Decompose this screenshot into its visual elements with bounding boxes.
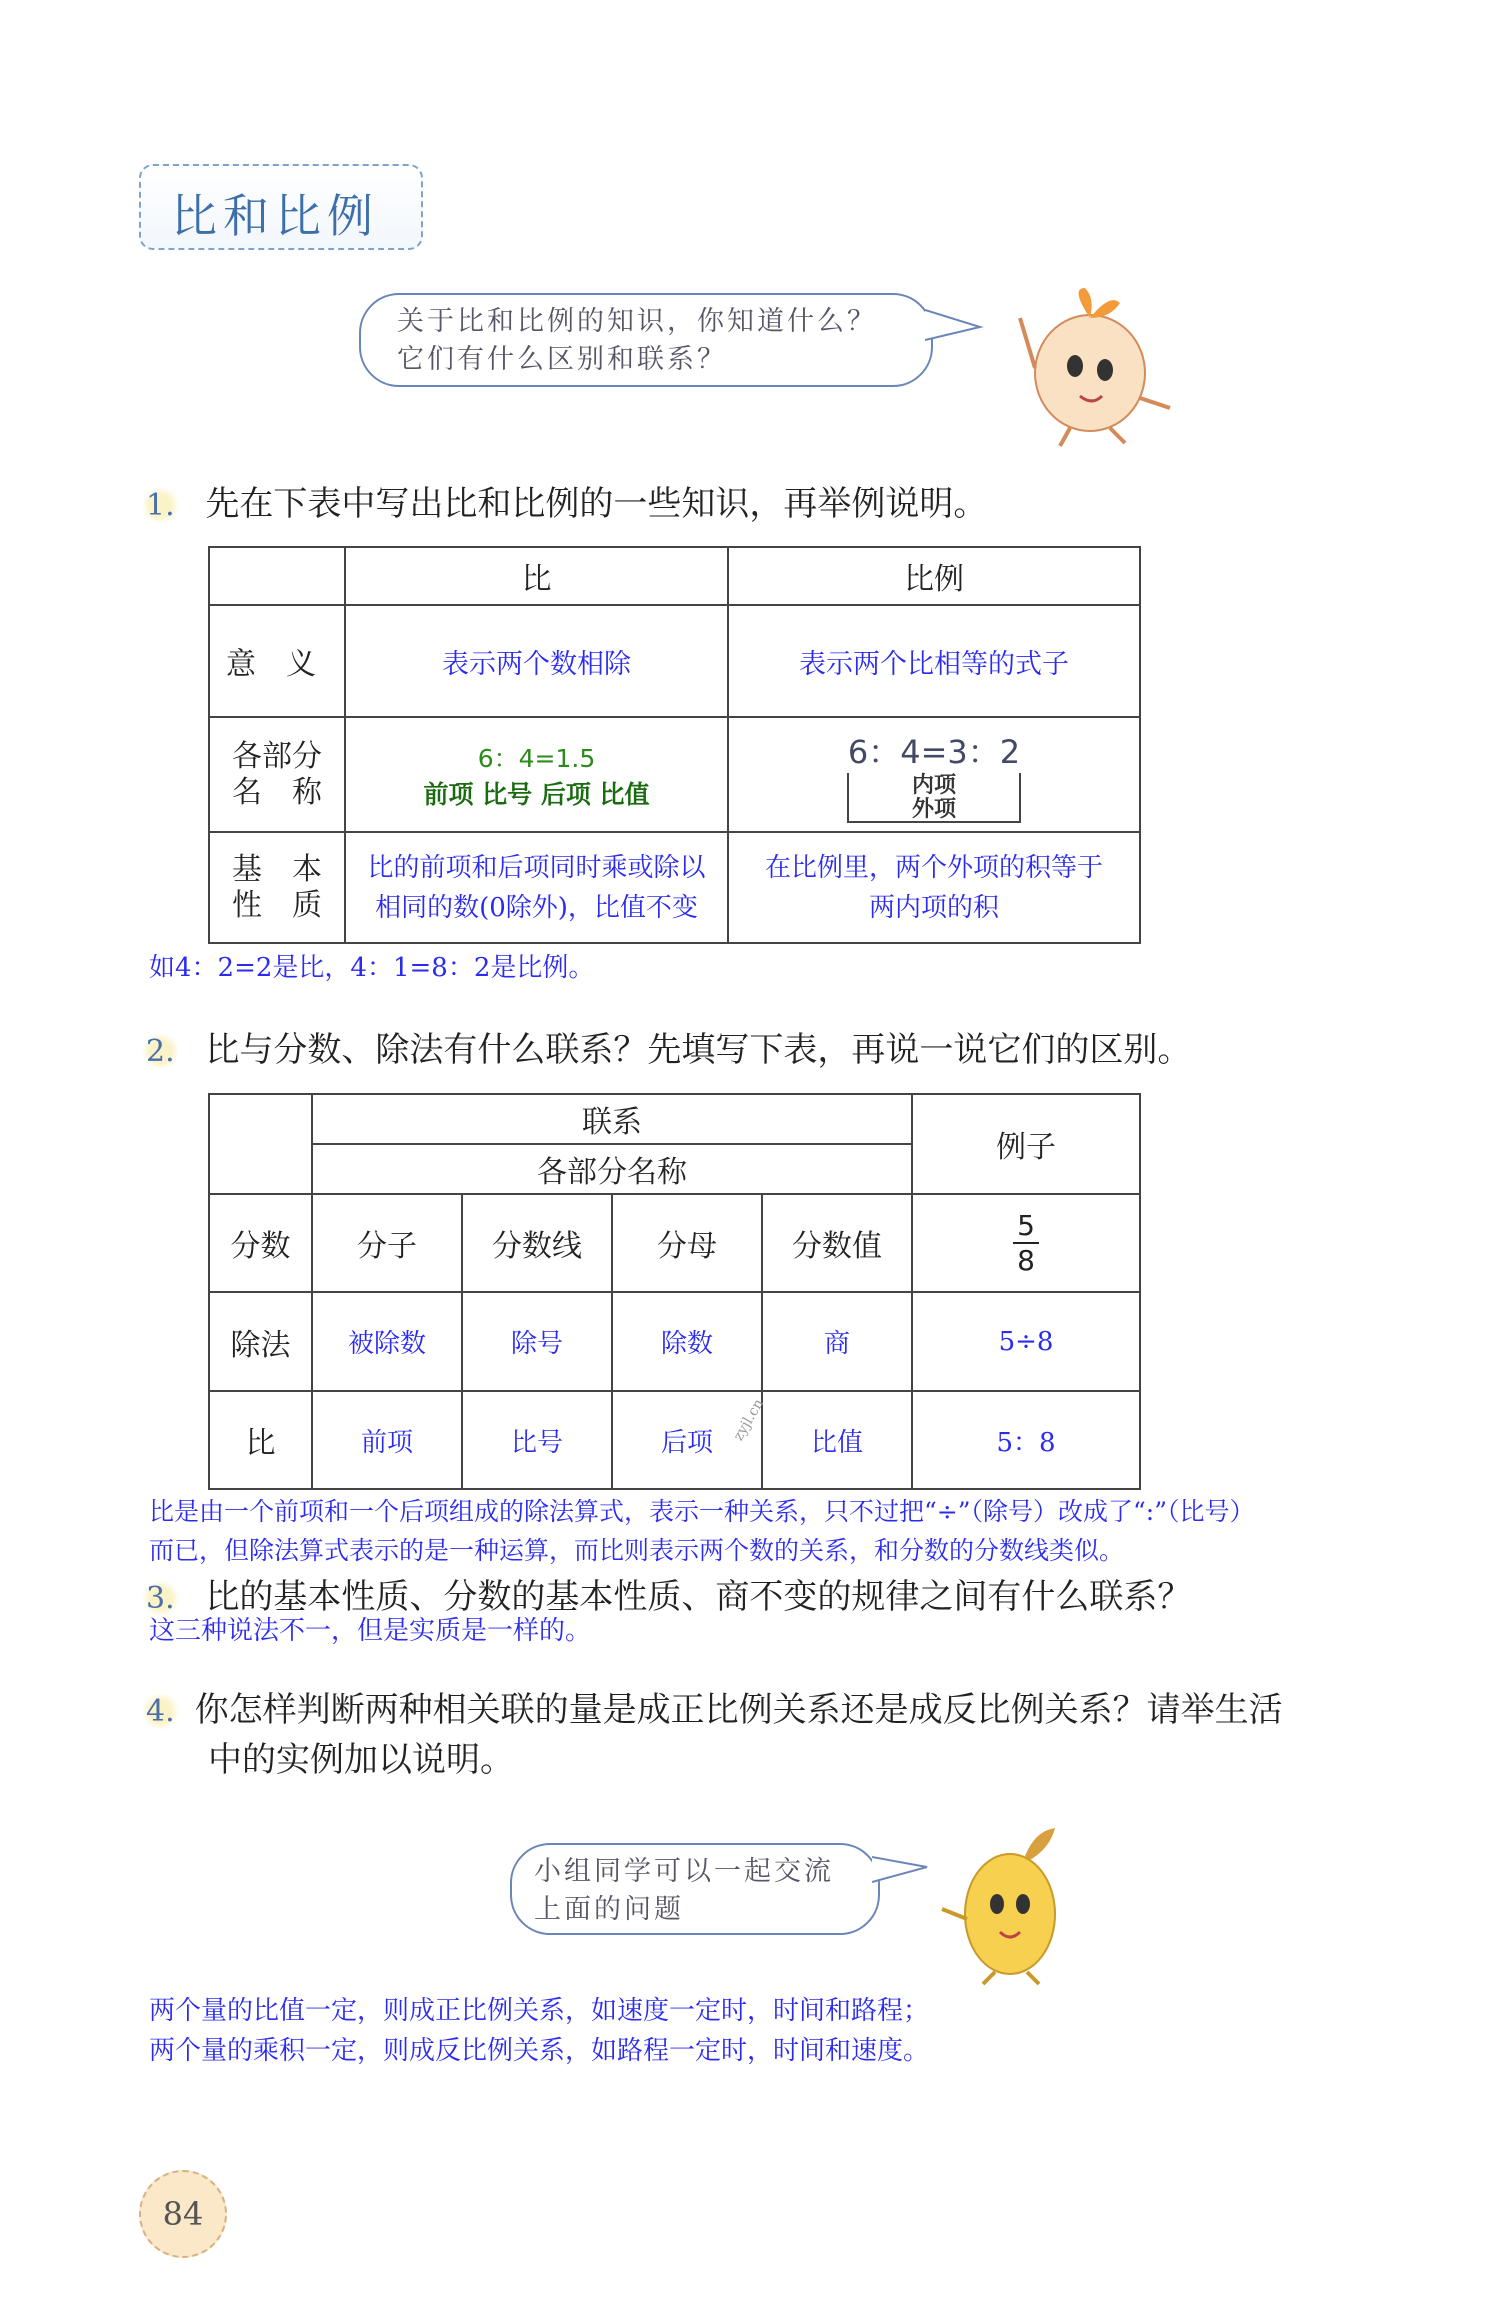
bubble2-line2: 上面的问题 <box>534 1894 684 1925</box>
cartoon-character-icon <box>1010 278 1180 448</box>
section-title: 比和比例 <box>171 189 379 243</box>
bubble-tail-icon <box>925 305 985 345</box>
question-4: 4. 你怎样判断两种相关联的量是成正比例关系还是成反比例关系？请举生活 中的实例加以说明。 <box>140 1686 1283 1784</box>
section-title-box <box>139 164 423 250</box>
note-2-line2: 而已，但除法算式表示的是一种运算，而比则表示两个数的关系，和分数的分数线类似。 <box>149 1536 1125 1565</box>
bubble1-line1: 关于比和比例的知识，你知道什么？ <box>397 306 877 337</box>
question-2: 2. 比与分数、除法有什么联系？先填写下表，再说一说它们的区别。 <box>140 1022 1191 1071</box>
speech-bubble-2 <box>510 1843 880 1935</box>
watermark: zyjl.cn <box>730 1396 767 1444</box>
proportion-parts-diagram: 6：4=3：2 内项 外项 <box>728 717 1140 832</box>
ratio-proportion-table: 比 比例 意 义 表示两个数相除 表示两个比相等的式子 各部分 名 称 6：4=1.5 前项 比号 后项 比值 6：4=3：2 内项 外项 基 本 性 质 比的前项和后项同时乘或除以 相同的数(0除外)，比值不变 在比例里，两个外项的积等于 两内项的积 <box>208 546 1141 944</box>
bubble2-line1: 小组同学可以一起交流 <box>534 1856 834 1887</box>
fraction-example: $\frac{5}{8}$ <box>912 1194 1140 1292</box>
header-bili: 比例 <box>728 547 1140 605</box>
note-2-line1: 比是由一个前项和一个后项组成的除法算式，表示一种关系，只不过把“÷”（除号）改成了“:”（比号） <box>149 1497 1255 1526</box>
header-bi: 比 <box>345 547 728 605</box>
speech-bubble-1 <box>359 293 933 387</box>
note-1: 如4：2=2是比，4：1=8：2是比例。 <box>149 953 595 983</box>
ratio-fraction-division-table: 联系 例子 各部分名称 分数 分子 分数线 分母 分数值 $\frac{5}{8}$ 除法 被除数 除号 除数 商 5÷8 比 前项 比号 后项 zyjl.cn 比值 5：8 <box>208 1093 1141 1490</box>
bubble-tail-icon <box>872 1852 932 1892</box>
question-3: 3. 比的基本性质、分数的基本性质、商不变的规律之间有什么联系？ <box>140 1569 1191 1618</box>
cartoon-character-icon <box>935 1824 1080 1986</box>
answer-3: 这三种说法不一，但是实质是一样的。 <box>149 1616 592 1646</box>
answer-4-line1: 两个量的比值一定，则成正比例关系，如速度一定时，时间和路程； <box>149 1996 930 2026</box>
bubble1-line2: 它们有什么区别和联系？ <box>397 344 727 375</box>
question-1: 1. 先在下表中写出比和比例的一些知识，再举例说明。 <box>140 476 987 525</box>
page-number-badge <box>139 2170 227 2258</box>
ratio-parts-diagram: 6：4=1.5 前项 比号 后项 比值 <box>345 717 728 832</box>
answer-4-line2: 两个量的乘积一定，则成反比例关系，如路程一定时，时间和速度。 <box>149 2036 930 2066</box>
page-number: 84 <box>162 2195 204 2233</box>
